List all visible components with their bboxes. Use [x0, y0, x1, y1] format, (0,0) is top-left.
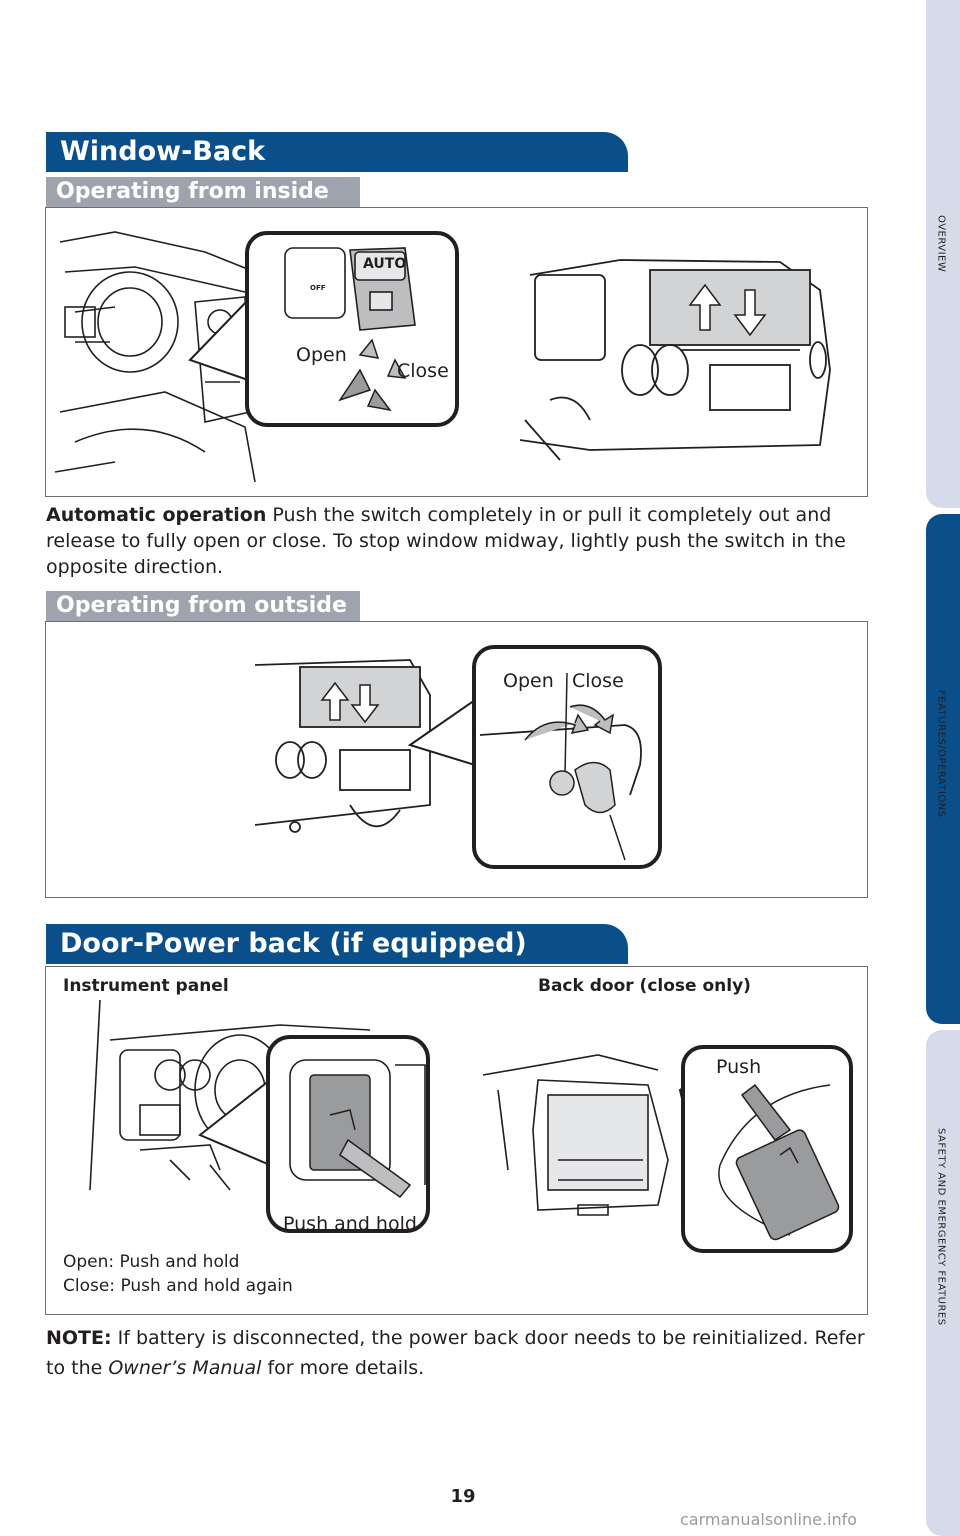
back-door-switch-callout — [680, 1045, 855, 1255]
off-button-label: OFF — [310, 284, 326, 292]
outside-open-label: Open — [503, 670, 554, 692]
power-back-switch-callout — [200, 1035, 432, 1235]
watermark: carmanualsonline.info — [680, 1510, 858, 1529]
inside-close-label: Close — [397, 360, 449, 382]
push-and-hold-label: Push and hold — [283, 1213, 417, 1235]
instrument-panel-caption: Instrument panel — [63, 976, 229, 996]
outside-subheading: Operating from outside — [46, 591, 360, 621]
note-text-b: for more details. — [261, 1357, 425, 1379]
note-paragraph — [46, 1323, 866, 1383]
owners-manual-ref: Owner’s Manual — [108, 1357, 262, 1379]
window-back-heading: Window-Back — [46, 132, 628, 172]
vehicle-rear-illustration — [520, 250, 840, 460]
inside-open-label: Open — [296, 344, 347, 366]
automatic-operation-paragraph — [46, 502, 866, 580]
page-number: 19 — [450, 1486, 476, 1507]
outside-close-label: Close — [572, 670, 624, 692]
inside-subheading: Operating from inside — [46, 177, 360, 207]
close-instruction: Close: Push and hold again — [63, 1276, 293, 1296]
automatic-operation-text: Push the switch completely in or pull it completely out and release to fully open or close. To stop window midway, lightly push the switch in the opposite direction. — [46, 504, 846, 578]
open-instruction: Open: Push and hold — [63, 1252, 240, 1272]
side-tab-features-label: FEATURES/OPERATIONS — [935, 690, 947, 818]
note-label: NOTE: — [46, 1327, 112, 1349]
side-tab-overview-label: OVERVIEW — [935, 215, 947, 273]
auto-button-label: AUTO — [363, 256, 407, 272]
open-back-door-illustration — [478, 1040, 688, 1220]
door-power-heading: Door-Power back (if equipped) — [46, 924, 628, 964]
side-tab-safety-label: SAFETY AND EMERGENCY FEATURES — [935, 1128, 947, 1326]
inside-switch-callout — [190, 230, 460, 430]
push-label: Push — [716, 1056, 762, 1078]
note-text-a: If battery is disconnected, the power back door needs to be reinitialized. Refer to the — [46, 1327, 865, 1379]
automatic-operation-label: Automatic operation — [46, 504, 267, 526]
back-door-caption: Back door (close only) — [538, 976, 751, 996]
